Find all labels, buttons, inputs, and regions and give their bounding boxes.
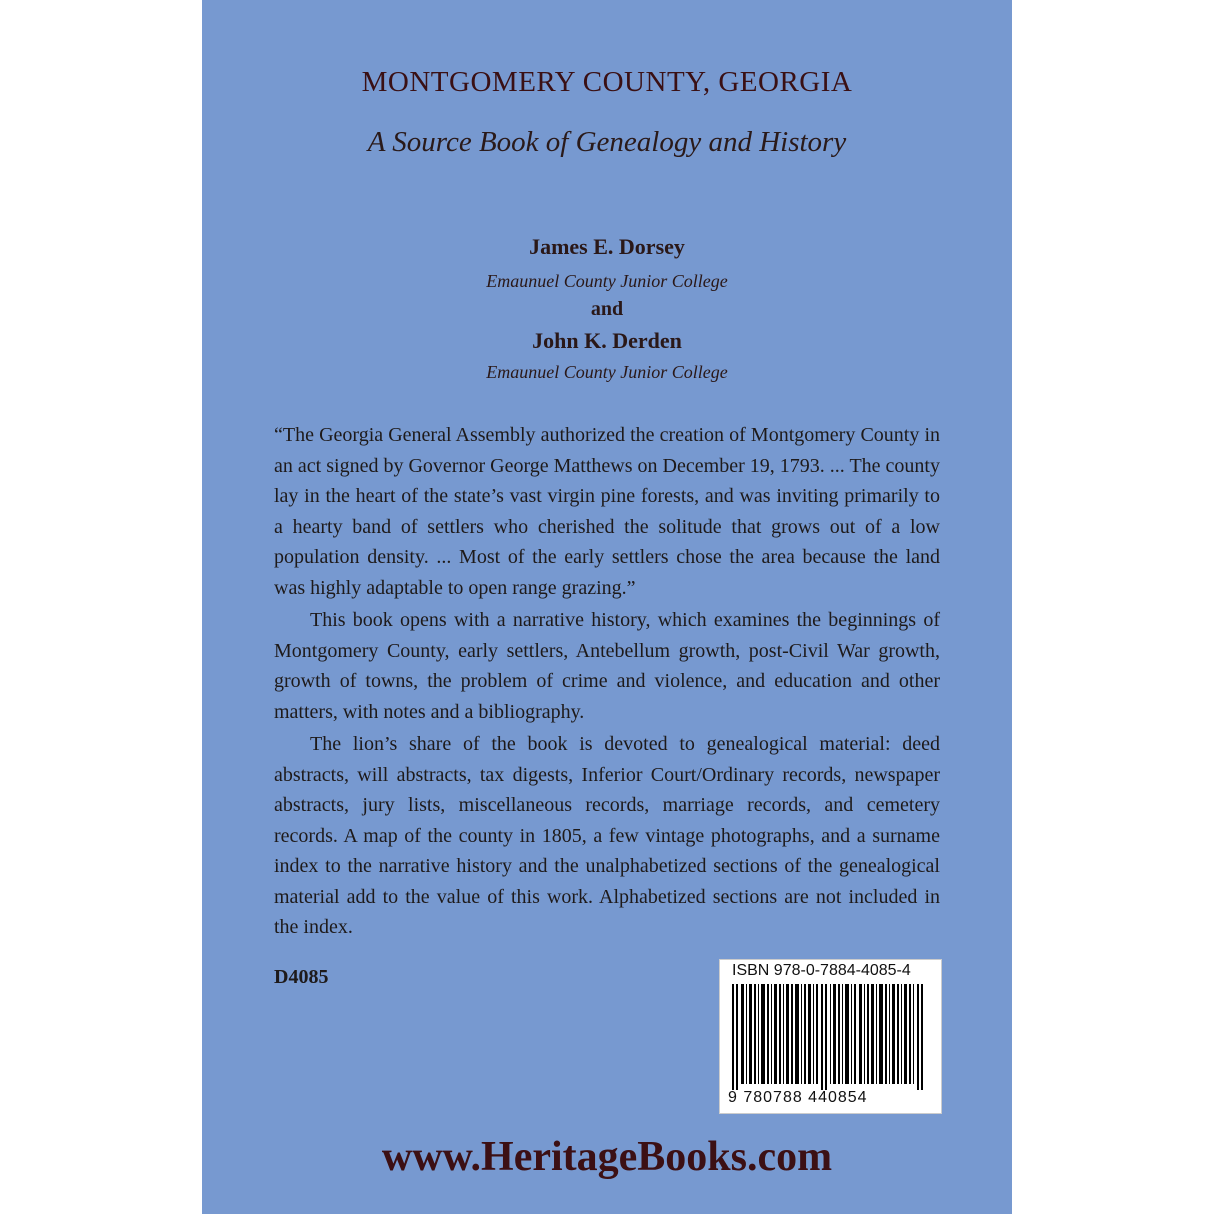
description-paragraph-3: The lion’s share of the book is devoted to genealogical material: deed abstracts, will abstracts, tax digests, Inferior Court/Ordinary records, newspaper abstracts, jury lists, miscellaneous records, marriage records, and cemetery records. A map of the county in 1805, a few vintage photographs, and a surname index to the narrative history and the unalphabetized sections of the genealogical material add to the value of this work. Alphabetized sections are not included in the index. [274, 733, 940, 938]
book-back-cover [202, 0, 1012, 1214]
book-title: MONTGOMERY COUNTY, GEORGIA [361, 66, 853, 98]
description-paragraph-quote: “The Georgia General Assembly authorized the creation of Montgomery County in an act signed by Governor George Matthews on December 19, 1793. ... The county lay in the heart of the state’s vast virgin pine forests, and was inviting primarily to a hearty band of settlers who cherished the solitude that grows out of a low population density. ... Most of the early settlers chose the area because the land was highly adaptable to open range grazing.” [274, 424, 940, 599]
barcode-bars-icon [732, 984, 929, 1090]
product-code: D4085 [274, 966, 329, 988]
author-affiliation-2: Emaunuel County Junior College [486, 362, 728, 382]
book-subtitle: A Source Book of Genealogy and History [367, 126, 847, 158]
publisher-website: www.HeritageBooks.com [381, 1134, 833, 1180]
barcode-digits: 9 780788 440854 [728, 1089, 868, 1106]
description-text [274, 420, 940, 945]
author-name-2: John K. Derden [532, 328, 682, 353]
isbn-label: ISBN 978-0-7884-4085-4 [732, 962, 911, 979]
author-name-1: James E. Dorsey [529, 234, 685, 259]
isbn-barcode [719, 959, 942, 1114]
description-paragraph-2: This book opens with a narrative history, which examines the beginnings of Montgomery County, early settlers, Antebellum growth, post-Civil War growth, growth of towns, the problem of crime and violence, and education and other matters, with notes and a bibliography. [274, 609, 940, 723]
author-affiliation-1: Emaunuel County Junior College [486, 271, 728, 291]
author-conjunction: and [590, 298, 624, 320]
